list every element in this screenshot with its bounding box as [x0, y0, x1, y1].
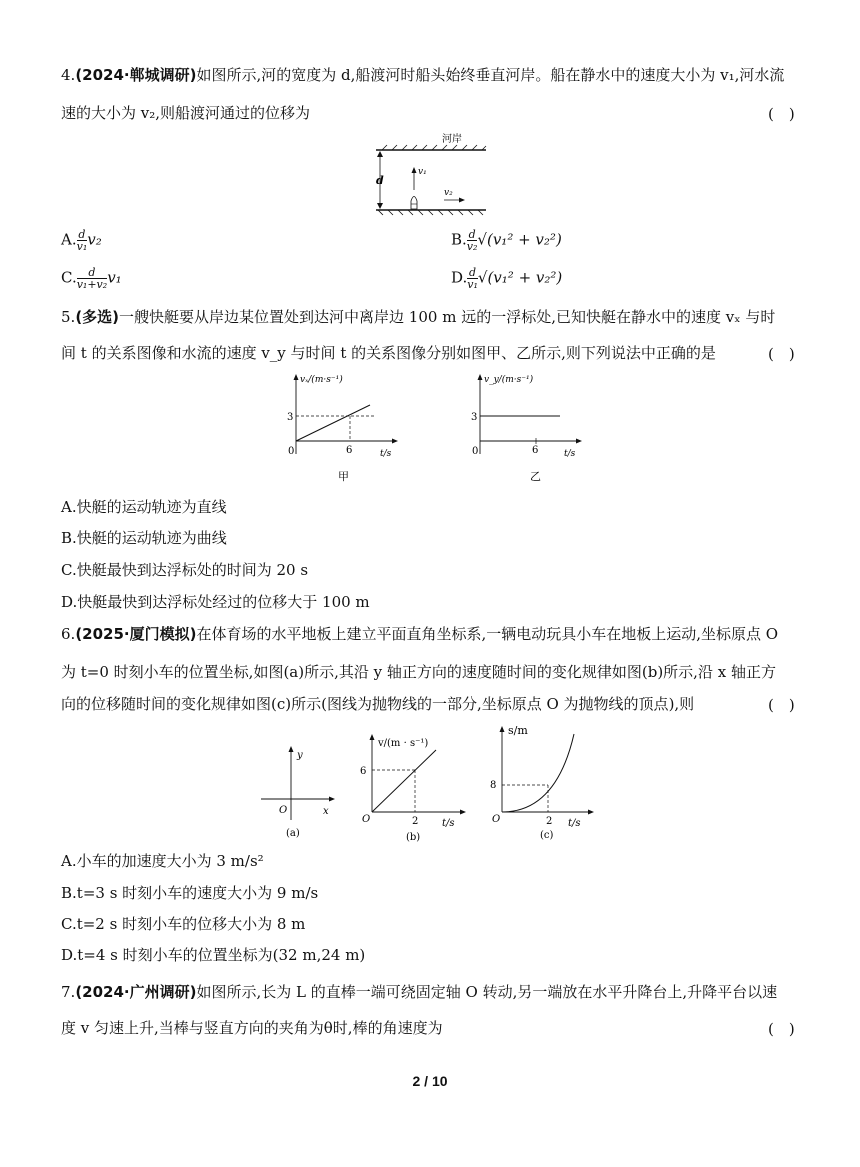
a-x-label: x: [323, 806, 329, 817]
q5-graph-yi: [462, 368, 592, 488]
c-origin: O: [492, 814, 501, 825]
v2-label: v₂: [444, 188, 453, 198]
q5-answer-paren: ( ): [768, 345, 795, 363]
a-origin: O: [279, 805, 288, 816]
b-origin: O: [362, 814, 371, 825]
q7-answer-paren: ( ): [768, 1020, 795, 1038]
boat-icon: [411, 197, 417, 210]
q4-option-c: C. $\frac{d}{\text{v₁+v₂}}$ v₁: [61, 266, 122, 291]
c-tick-y: 8: [490, 780, 497, 791]
q6-stem-2: 为 t=0 时刻小车的位置坐标,如图(a)所示,其沿 y 轴正方向的速度随时间的变化规律如图(b)所示,沿 x 轴正方: [61, 663, 776, 681]
q4-stem-1: 如图所示,河的宽度为 d,船渡河时船头始终垂直河岸。船在静水中的速度大小为 v₁,河水流: [196, 66, 785, 84]
q6-graph-a: [255, 740, 345, 842]
yi-tick-y: 3: [471, 412, 478, 423]
a-caption: (a): [286, 828, 300, 839]
c-caption: (c): [540, 830, 554, 841]
yi-caption: 乙: [530, 470, 541, 483]
width-label-d: d: [376, 174, 384, 187]
q7-line1: [61, 982, 777, 1002]
q6-option-a: A.小车的加速度大小为 3 m/s²: [61, 852, 264, 870]
q5-stem-2: 间 t 的关系图像和水流的速度 v_y 与时间 t 的关系图像分别如图甲、乙所示,则下列说法中正确的是: [61, 344, 716, 362]
yi-tick-x: 6: [532, 445, 539, 456]
jia-xlabel: t/s: [380, 449, 392, 459]
q6-graph-c: [486, 720, 606, 842]
page-number: 2 / 10: [412, 1073, 448, 1089]
q4-number: 4.: [61, 66, 76, 84]
jia-ylabel: vₓ/(m·s⁻¹): [300, 375, 343, 385]
b-line: [372, 750, 436, 812]
q5-number: 5.: [61, 308, 76, 326]
q6-line1: [61, 624, 778, 644]
q4-answer-paren: ( ): [768, 105, 795, 123]
q6-answer-paren: ( ): [768, 696, 795, 714]
c-tick-x: 2: [546, 816, 553, 827]
b-tick-y: 6: [360, 766, 367, 777]
q5-stem-1: 一艘快艇要从岸边某位置处到达河中离岸边 100 m 远的一浮标处,已知快艇在静水中的速度 vₓ 与时: [119, 308, 776, 326]
q4-line1: [61, 65, 784, 85]
q5-option-b: B.快艇的运动轨迹为曲线: [61, 529, 227, 547]
c-parabola: [502, 734, 574, 812]
yi-origin: 0: [472, 446, 479, 457]
c-xlabel: t/s: [568, 818, 581, 829]
v1-label: v₁: [418, 167, 427, 177]
q6-source: (2025·厦门模拟): [75, 625, 197, 643]
q4-option-a: A. $\frac{d}{\text{v₁}}$ v₂: [61, 228, 102, 253]
q4-stem-2: 速的大小为 v₂,则船渡河通过的位移为: [61, 104, 311, 122]
b-xlabel: t/s: [442, 818, 455, 829]
q6-stem-1: 在体育场的水平地板上建立平面直角坐标系,一辆电动玩具小车在地板上运动,坐标原点 O: [196, 625, 779, 643]
b-caption: (b): [406, 832, 421, 842]
q6-number: 6.: [61, 625, 76, 643]
q7-stem-1: 如图所示,长为 L 的直棒一端可绕固定轴 O 转动,另一端放在水平升降台上,升降平台以速: [196, 983, 778, 1001]
bank-label: 河岸: [442, 134, 462, 145]
jia-origin: 0: [288, 446, 295, 457]
q6-graph-b: [358, 728, 476, 842]
q6-option-b: B.t=3 s 时刻小车的速度大小为 9 m/s: [61, 884, 319, 902]
yi-xlabel: t/s: [564, 449, 576, 459]
q4-source: (2024·郸城调研): [75, 66, 197, 84]
q5-option-a: A.快艇的运动轨迹为直线: [61, 498, 227, 516]
q4-option-d: D. $\frac{d}{\text{v₁}}$ √(v₁² + v₂²): [451, 266, 563, 291]
q6-option-c: C.t=2 s 时刻小车的位移大小为 8 m: [61, 915, 306, 933]
jia-tick-x: 6: [346, 445, 353, 456]
yi-ylabel: v_y/(m·s⁻¹): [484, 375, 534, 385]
jia-line: [296, 405, 370, 441]
q5-option-d: D.快艇最快到达浮标处经过的位移大于 100 m: [61, 593, 370, 611]
q5-line1: [61, 307, 775, 327]
b-tick-x: 2: [412, 816, 419, 827]
c-ylabel: s/m: [508, 724, 528, 737]
q5-option-c: C.快艇最快到达浮标处的时间为 20 s: [61, 561, 309, 579]
b-ylabel: v/(m · s⁻¹): [378, 738, 429, 749]
q7-number: 7.: [61, 983, 76, 1001]
q7-stem-2: 度 v 匀速上升,当棒与竖直方向的夹角为θ时,棒的角速度为: [61, 1019, 443, 1037]
q6-option-d: D.t=4 s 时刻小车的位置坐标为(32 m,24 m): [61, 946, 366, 964]
q5-graph-jia: [278, 368, 408, 488]
jia-tick-y: 3: [287, 412, 294, 423]
q5-source: (多选): [75, 308, 120, 326]
q4-river-figure: [372, 130, 492, 218]
q6-stem-3: 向的位移随时间的变化规律如图(c)所示(图线为抛物线的一部分,坐标原点 O 为抛物线的顶点),则: [61, 695, 695, 713]
q7-source: (2024·广州调研): [75, 983, 197, 1001]
a-y-label: y: [297, 750, 303, 761]
jia-caption: 甲: [338, 470, 349, 483]
q4-option-b: B. $\frac{d}{\text{v₂}}$ √(v₁² + v₂²): [451, 228, 562, 253]
